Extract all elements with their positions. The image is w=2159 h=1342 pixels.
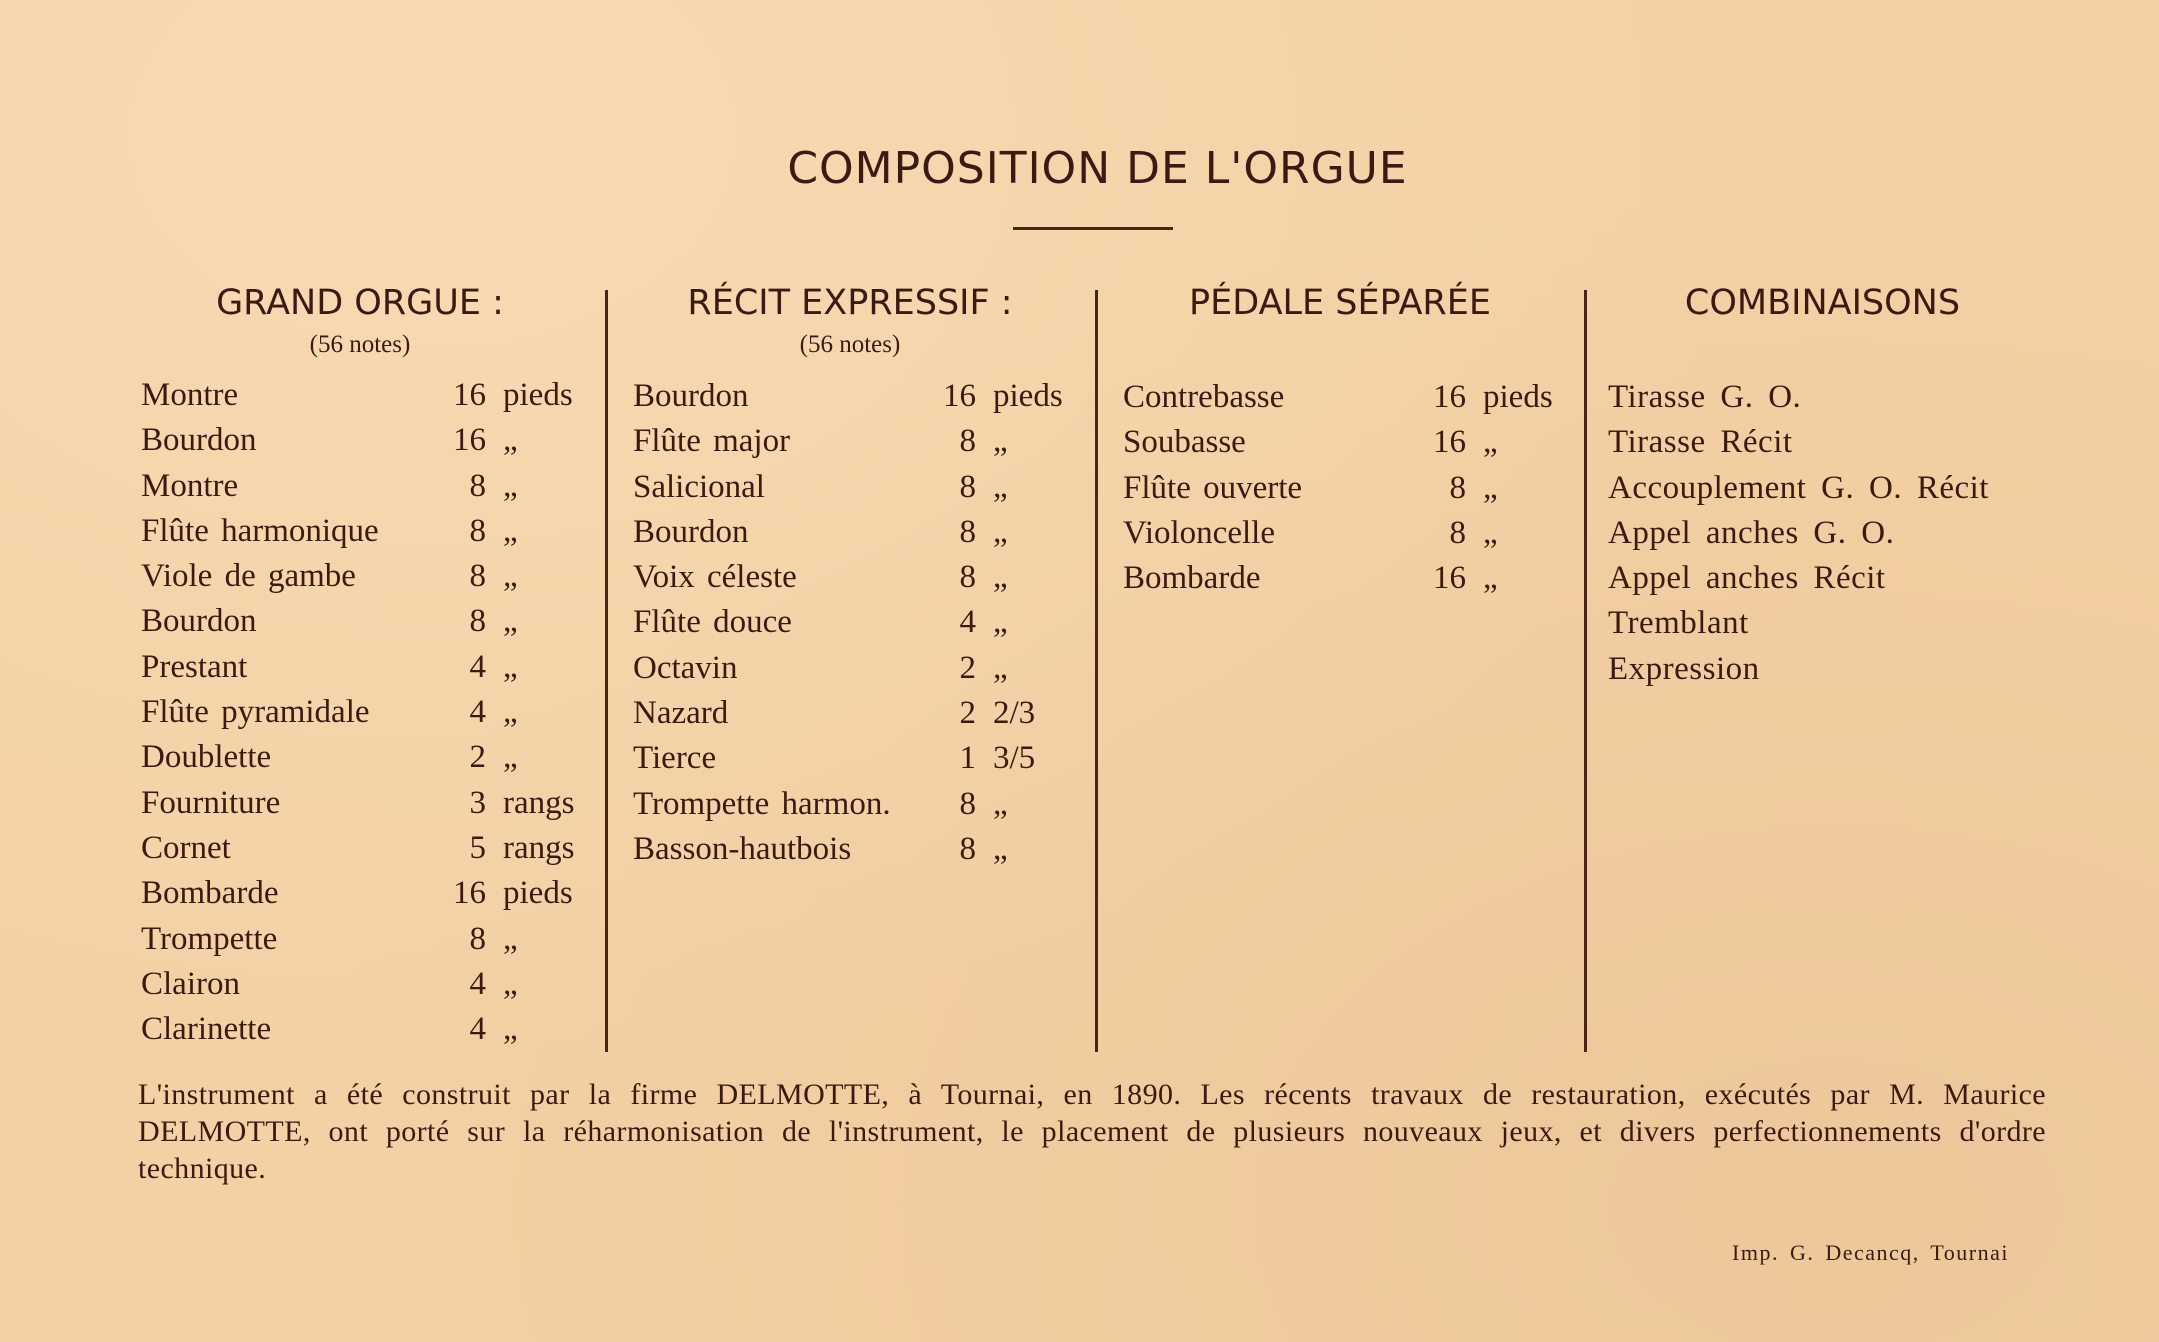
stop-row [1123, 420, 1573, 465]
stop-size: 3 [469, 784, 486, 821]
stop-size: 16 [1433, 379, 1466, 415]
stop-unit: „ [503, 467, 518, 504]
stop-name: Flûte pyramidale [141, 694, 370, 731]
stop-unit: „ [1483, 514, 1498, 551]
stop-unit: „ [993, 649, 1008, 686]
stop-unit: rangs [503, 829, 575, 866]
stop-name: Fourniture [141, 784, 281, 821]
grand-orgue-heading: GRAND ORGUE : [216, 283, 504, 323]
stop-name: Trompette harmon. [633, 785, 891, 822]
history-note: L'instrument a été construit par la firme DELMOTTE, à Tournai, en 1890. Les récents travaux de restauration, exécutés par M. Maurice DELMOTTE, ont porté sur la réharmonisation de l'instrument, le placement de plusieurs nouveaux jeux, et divers perfectionnements d'ordre technique. [138, 1078, 2046, 1185]
combination-item: Tirasse G. O. [1608, 379, 1802, 415]
stop-name: Clairon [141, 965, 240, 1002]
stop-unit: pieds [993, 378, 1063, 414]
stop-name: Flûte douce [633, 604, 792, 641]
stop-size: 8 [1449, 514, 1466, 551]
stop-row [633, 555, 1083, 600]
stop-name: Nazard [633, 695, 729, 732]
column-divider [1584, 290, 1587, 1052]
stop-unit: „ [503, 603, 518, 640]
stop-name: Salicional [633, 468, 765, 505]
stop-size: 5 [469, 829, 486, 866]
stop-size: 8 [959, 559, 976, 596]
stop-name: Bourdon [141, 603, 257, 640]
stop-row [141, 509, 591, 554]
stop-unit: „ [993, 559, 1008, 596]
stop-name: Contrebasse [1123, 379, 1285, 415]
stop-size: 8 [469, 512, 486, 549]
stop-row [633, 419, 1083, 464]
stop-name: Prestant [141, 648, 248, 685]
stop-row [141, 373, 591, 418]
stop-size: 16 [943, 378, 976, 414]
combinaisons-list [1608, 375, 2078, 692]
stop-name: Basson-hautbois [633, 830, 852, 867]
stop-name: Violoncelle [1123, 514, 1275, 551]
stop-row [141, 464, 591, 509]
stop-row [141, 418, 591, 463]
stop-size: 8 [1449, 469, 1466, 506]
stop-row [633, 374, 1083, 419]
stop-name: Montre [141, 377, 239, 413]
stop-unit: „ [503, 739, 518, 776]
stop-row [141, 645, 591, 690]
stop-row [1123, 556, 1573, 601]
stop-unit: „ [503, 512, 518, 549]
stop-size: 8 [469, 558, 486, 595]
stop-unit: „ [503, 965, 518, 1002]
stop-row [141, 917, 591, 962]
stop-size: 8 [469, 467, 486, 504]
stop-unit: „ [503, 920, 518, 957]
stop-name: Viole de gambe [141, 558, 356, 595]
stop-row [141, 554, 591, 599]
stop-name: Doublette [141, 739, 272, 776]
grand-orgue-stop-list [141, 373, 591, 1052]
stop-size: 16 [453, 875, 486, 912]
stop-row [633, 510, 1083, 555]
stop-row [633, 736, 1083, 781]
stop-size: 4 [469, 648, 486, 685]
stop-row [633, 465, 1083, 510]
stop-size: 2 [469, 739, 486, 776]
stop-unit: „ [993, 785, 1008, 822]
stop-row [141, 781, 591, 826]
stop-row [1123, 375, 1573, 420]
stop-unit: „ [993, 423, 1008, 460]
recit-heading: RÉCIT EXPRESSIF : [687, 283, 1013, 323]
combinaisons-heading: COMBINAISONS [1684, 283, 1961, 323]
stop-row [633, 691, 1083, 736]
stop-unit: pieds [503, 875, 573, 912]
stop-size: 16 [1433, 560, 1466, 597]
combination-item: Accouplement G. O. Récit [1608, 469, 1989, 506]
stop-name: Tierce [633, 740, 717, 777]
stop-row [633, 646, 1083, 691]
stop-unit: „ [1483, 424, 1498, 461]
stop-size: 8 [959, 830, 976, 867]
stop-size: 2 [959, 649, 976, 686]
stop-unit: „ [503, 558, 518, 595]
stop-size: 8 [959, 468, 976, 505]
stop-row [141, 962, 591, 1007]
stop-unit: „ [993, 604, 1008, 641]
stop-unit: pieds [1483, 379, 1553, 415]
stop-name: Trompette [141, 920, 278, 957]
stop-row [141, 826, 591, 871]
stop-size: 8 [469, 603, 486, 640]
column-divider [605, 290, 608, 1052]
stop-row [141, 690, 591, 735]
combination-item: Appel anches G. O. [1608, 514, 1895, 551]
page-title: COMPOSITION DE L'ORGUE [787, 143, 1408, 194]
stop-size: 16 [1433, 424, 1466, 461]
stop-unit: 2/3 [993, 695, 1036, 732]
stop-row [141, 599, 591, 644]
stop-size: 8 [959, 423, 976, 460]
combination-item: Appel anches Récit [1608, 560, 1886, 597]
stop-name: Flûte major [633, 423, 791, 460]
stop-name: Cornet [141, 829, 231, 866]
stop-name: Bombarde [141, 875, 279, 912]
column-divider [1095, 290, 1098, 1052]
title-underline [1013, 227, 1173, 230]
stop-unit: „ [503, 1011, 518, 1048]
pedale-stop-list [1123, 375, 1573, 601]
stop-row [1123, 466, 1573, 511]
stop-unit: „ [993, 468, 1008, 505]
stop-row [141, 871, 591, 916]
stop-unit: 3/5 [993, 740, 1036, 777]
stop-size: 8 [959, 513, 976, 550]
recit-stop-list [633, 374, 1083, 872]
stop-name: Bourdon [633, 513, 749, 550]
pedale-heading: PÉDALE SÉPARÉE [1189, 283, 1491, 323]
recit-subheading: (56 notes) [799, 331, 901, 358]
stop-row [141, 735, 591, 780]
stop-name: Bourdon [141, 422, 257, 459]
stop-size: 16 [453, 422, 486, 459]
stop-name: Voix céleste [633, 559, 797, 596]
stop-row [633, 827, 1083, 872]
stop-size: 4 [959, 604, 976, 641]
stop-unit: „ [503, 694, 518, 731]
stop-name: Clarinette [141, 1011, 272, 1048]
stop-unit: „ [503, 648, 518, 685]
stop-size: 4 [469, 965, 486, 1002]
combination-item: Tremblant [1608, 605, 1749, 642]
stop-row [141, 1007, 591, 1052]
stop-name: Flûte harmonique [141, 512, 379, 549]
stop-size: 4 [469, 1011, 486, 1048]
stop-unit: „ [1483, 469, 1498, 506]
stop-row [633, 782, 1083, 827]
grand-orgue-subheading: (56 notes) [309, 331, 411, 358]
combination-item: Expression [1608, 650, 1760, 687]
stop-unit: „ [993, 830, 1008, 867]
stop-unit: „ [1483, 560, 1498, 597]
stop-name: Bourdon [633, 378, 749, 414]
stop-size: 1 [959, 740, 976, 777]
stop-unit: „ [993, 513, 1008, 550]
stop-size: 2 [959, 695, 976, 732]
stop-unit: rangs [503, 784, 575, 821]
stop-size: 4 [469, 694, 486, 731]
stop-name: Bombarde [1123, 560, 1261, 597]
stop-size: 8 [959, 785, 976, 822]
printer-imprint: Imp. G. Decancq, Tournai [1732, 1240, 2009, 1265]
stop-row [633, 600, 1083, 645]
stop-size: 8 [469, 920, 486, 957]
stop-name: Octavin [633, 649, 738, 686]
stop-row [1123, 511, 1573, 556]
stop-name: Montre [141, 467, 239, 504]
combination-item: Tirasse Récit [1608, 424, 1793, 461]
stop-size: 16 [453, 377, 486, 413]
stop-name: Flûte ouverte [1123, 469, 1303, 506]
stop-unit: „ [503, 422, 518, 459]
stop-name: Soubasse [1123, 424, 1246, 461]
stop-unit: pieds [503, 377, 573, 413]
